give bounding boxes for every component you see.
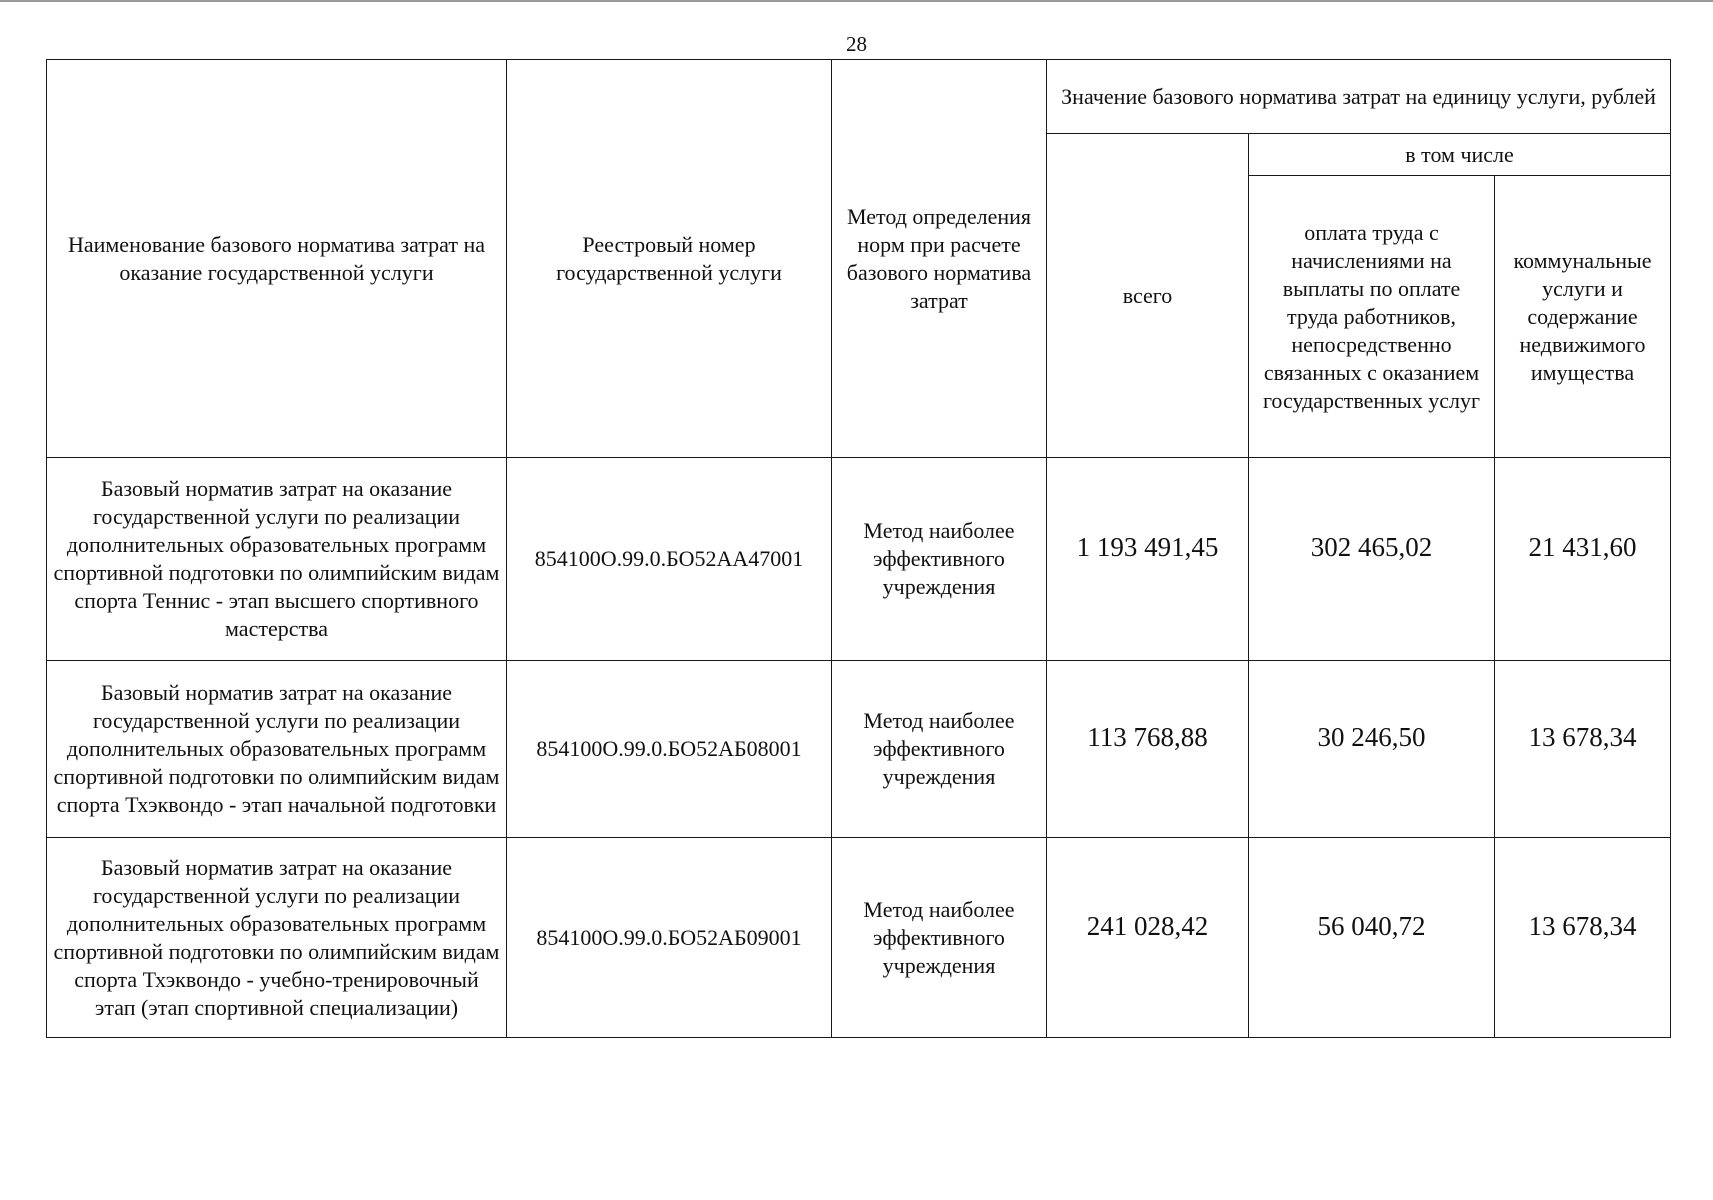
header-total: всего xyxy=(1047,134,1249,458)
row-method: Метод наиболее эффективного учреждения xyxy=(832,838,1047,1038)
row-total xyxy=(1047,458,1249,661)
table-row xyxy=(47,458,1671,661)
row-method: Метод наиболее эффективного учреждения xyxy=(832,661,1047,838)
row-registry: 854100О.99.0.БО52АА47001 xyxy=(507,458,832,661)
row-utilities xyxy=(1495,458,1671,661)
row-name: Базовый норматив затрат на оказание государственной услуги по реализации дополнительных образовательных программ спортивной подготовки по олимпийским видам спорта Тхэквондо - учебно-тренировочный этап (этап спортивной специализации) xyxy=(47,838,507,1038)
row-total-value: 241 028,42 xyxy=(1086,910,1209,941)
header-including: в том числе xyxy=(1249,134,1671,176)
row-utilities xyxy=(1495,838,1671,1038)
scan-edge-line xyxy=(0,0,1713,2)
table-row xyxy=(47,661,1671,838)
row-labor-value: 302 465,02 xyxy=(1310,532,1433,562)
row-labor xyxy=(1249,458,1495,661)
row-total-value: 113 768,88 xyxy=(1087,722,1208,752)
row-utilities-value: 13 678,34 xyxy=(1528,910,1637,941)
cost-norm-table xyxy=(46,59,1671,1038)
row-labor xyxy=(1249,661,1495,838)
row-total xyxy=(1047,661,1249,838)
header-name: Наименование базового норматива затрат на оказание государственной услуги xyxy=(47,60,507,458)
row-labor-value: 56 040,72 xyxy=(1317,910,1426,941)
table-row xyxy=(47,838,1671,1038)
header-method: Метод определения норм при расчете базового норматива затрат xyxy=(832,60,1047,458)
row-registry: 854100О.99.0.БО52АБ09001 xyxy=(507,838,832,1038)
header-value-group: Значение базового норматива затрат на единицу услуги, рублей xyxy=(1047,60,1671,134)
row-registry: 854100О.99.0.БО52АБ08001 xyxy=(507,661,832,838)
header-registry: Реестровый номер государственной услуги xyxy=(507,60,832,458)
row-utilities-value: 13 678,34 xyxy=(1528,722,1637,752)
row-name: Базовый норматив затрат на оказание государственной услуги по реализации дополнительных образовательных программ спортивной подготовки по олимпийским видам спорта Теннис - этап высшего спортивного мастерства xyxy=(47,458,507,661)
row-total-value: 1 193 491,45 xyxy=(1076,532,1219,562)
row-utilities-value: 21 431,60 xyxy=(1528,532,1637,562)
page-number: 28 xyxy=(846,32,867,56)
row-method: Метод наиболее эффективного учреждения xyxy=(832,458,1047,661)
header-labor: оплата труда с начислениями на выплаты по оплате труда работников, непосредственно связанных с оказанием государственных услуг xyxy=(1249,176,1495,458)
header-utilities: коммунальные услуги и содержание недвижимого имущества xyxy=(1495,176,1671,458)
row-utilities xyxy=(1495,661,1671,838)
header-row-top xyxy=(47,60,1671,134)
row-name: Базовый норматив затрат на оказание государственной услуги по реализации дополнительных образовательных программ спортивной подготовки по олимпийским видам спорта Тхэквондо - этап начальной подготовки xyxy=(47,661,507,838)
row-total xyxy=(1047,838,1249,1038)
row-labor-value: 30 246,50 xyxy=(1317,722,1426,752)
row-labor xyxy=(1249,838,1495,1038)
